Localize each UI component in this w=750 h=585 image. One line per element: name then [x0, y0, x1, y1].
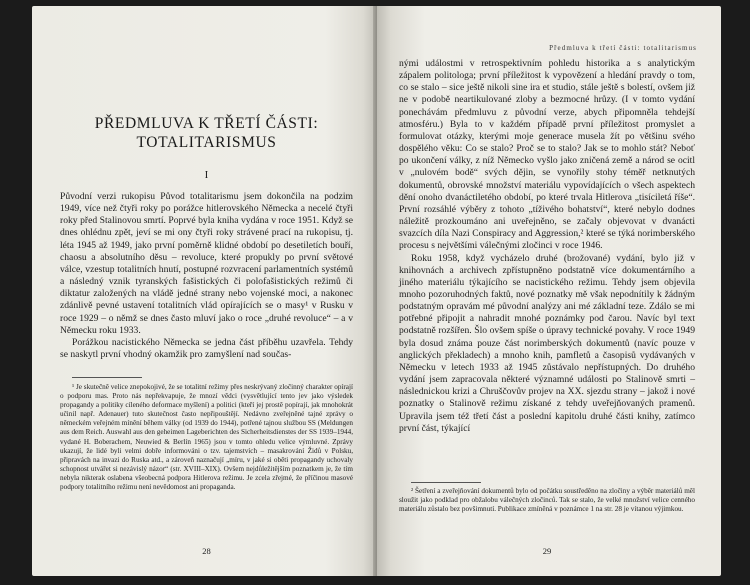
running-head: Předmluva k třetí části: totalitarismus [549, 44, 697, 52]
page-number: 29 [542, 546, 552, 556]
section-numeral: I [204, 169, 209, 181]
footnote-rule [72, 377, 142, 378]
bleed-through-mark [132, 48, 252, 60]
page-number: 28 [202, 546, 211, 556]
paragraph: nými událostmi v retrospektivním pohledu historika a s analytickým zápalem politologa; první příležitost k vypovězení a hledání pravdy o tom, co se stalo – sice ještě nikoli sine ira et studio, stále ještě s bolestí, ovšem již ne v podobě neartikulované zloby a bezmocné hrůzy. (I v tomto vydání ponechávám předmluvu z původní verze, abych připomněla tehdejší atmosféru.) Byla to v každém případě první příležitost promyslet a formulovat otázky, kterými moje generace musela žít po většinu svého dospělého věku: Co se stalo? Proč se to stalo? Jak se to mohlo stát? Neboť po ukončení války, z níž Německo vyšlo jako zničená země a národ se ocitl v „nulovém bodě“ svých dějin, se vynořily stohy téměř netknutých dokumentů, obrovské množství materiálu vypovídajících o všech aspektech dění onoho dvanáctiletého období, po které trvala Hitlerova „tisíciletá říše“. První rozsáhlé výběry z tohoto „tíživého bohatství“, které nebylo dodnes náležitě prozkoumáno ani uveřejněno, se začaly objevovat v dvanácti svazcích díla Nazi Conspiracy and Aggression,² které se týká norimberského procesu s největšími válečnými zločinci v roce 1946. [399, 58, 695, 252]
footnote-text: ² Šetření a zveřejňování dokumentů bylo od počátku soustředěno na zločiny a výběr materiálů měl sloužit jako podklad pro obžalobu válečných zločinců. Tak se stalo, že velké množství velice cenného materiálu zůstalo bez povšimnutí. Publikace zmíněná v poznámce 1 na str. 28 je vítanou výjimkou. [399, 487, 695, 514]
footnote-2 [399, 487, 695, 514]
chapter-title-line-2: TOTALITARISMUS [136, 134, 277, 151]
chapter-title [60, 114, 353, 152]
footnote-1 [60, 383, 353, 492]
chapter-title-line-1: PŘEDMLUVA K TŘETÍ ČÁSTI: [94, 115, 319, 132]
left-page [32, 6, 377, 576]
right-page [377, 6, 721, 576]
footnote-text: ¹ Je skutečně velice znepokojivé, že se totalitní režimy přes neskrývaný zločinný charakter opírají o podporu mas. Proto nás nepřekvapuje, že mnozí vědci (vysvětlující tento jev jako výsledek propagandy a politiky cíleného deformace myšlení) a politici (kteří jej prostě popírají, jak mnohokrát učinil např. Adenauer) tuto skutečnost často nepřipouštějí. Nedávno zveřejněné tajné zprávy o německém veřejném mínění během války (od 1939 do 1944), potřené tajnou službou SS (Meldungen aus dem Reich. Auswahl aus den geheimen Lageberichten des Sicherheitsdienstes der SS 1939–1944, vydané H. Boberachem, Neuwied & Berlín 1965) jsou v tomto ohledu velice výmluvné. Zprávy ukazují, že lidé byli velmi dobře informováni o tzv. tajemstvích – masakrování Židů v Polsku, připravách na invazi do Ruska atd., a zároveň naznačují „míru, v jaké si oběti propagandy uchovaly schopnost utvářet si nezávislý názor“ (str. XVIII–XIX). Ovšem nejdůležitějším poznatkem je, že tím nebyla nikterak oslabena všeobecná podpora Hitlerova režimu. Je zcela zřejmé, že příčinou masové podpory totalitního režimu není nevědomost ani propaganda. [60, 383, 353, 492]
right-body-text [399, 58, 695, 435]
left-body-text [60, 191, 353, 361]
footnote-rule [411, 482, 481, 483]
paragraph: Roku 1958, když vycházelo druhé (brožované) vydání, bylo již v knihovnách a archivech zpřístupněno podstatně více dokumentárního a jiného materiálu týkajícího se nacistického režimu. Tehdy jsem objevila mnoho pozoruhodných faktů, nové poznatky mě však nepodnítily k žádným podstatným opravám mé původní analýzy ani mé základní teze. Zdálo se mi potřebné připojit a nahradit mnohé poznámky pod čarou. Navíc byl text podstatně rozšířen. Šlo ovšem spíše o úpravy technické povahy. V roce 1949 byla dosud známa pouze část norimberských dokumentů (navíc pouze v anglických překladech) a mnoho knih, pamfletů a časopisů vydávaných v Německu v letech 1933 až 1945 zůstávalo nepřístupných. Do druhého vydání jsem zapracovala některé významné události po Stalinově smrti – následnickou krizi a Chruščovův projev na XX. sjezdu strany – jakož i nové poznatky o Stalinově režimu získané z tehdy uveřejňovaných pramenů. Upravila jsem též třetí část a poslední kapitolu druhé části knihy, zatímco první část, týkající [399, 252, 695, 434]
paragraph: Původní verzi rukopisu Původ totalitarismu jsem dokončila na podzim 1949, více než čtyři roky po porážce hitlerovského Německa a necelé čtyři roky před Stalinovou smrtí. Poprvé byla kniha vydána v roce 1951. Když se dnes ohlédnu zpět, jeví se mi ony čtyři roky strávené prací na rukopisu, tj. léta 1945 až 1949, jako první poměrně klidné období po desetiletích bouří, chaosu a absolutního děsu – revoluce, které propukly po první světové válce, vzestup totalitních hnutí, postupné rozvracení parlamentních systémů a následný vznik tyranských fašistických či polofašistických režimů či diktatur založených na vládě jedné strany nebo vojenské moci, a nakonec zdánlivě pevné ustavení totalitních vlád opírajících se o masy¹ v Rusku v roce 1929 – o němž se dnes často mluví jako o roce „druhé revoluce“ – a v Německu roku 1933. [60, 191, 353, 336]
paragraph: Porážkou nacistického Německa se jedna část příběhu uzavřela. Tehdy se naskytl první vhodný okamžik pro zamyšlení nad součas- [60, 336, 353, 361]
